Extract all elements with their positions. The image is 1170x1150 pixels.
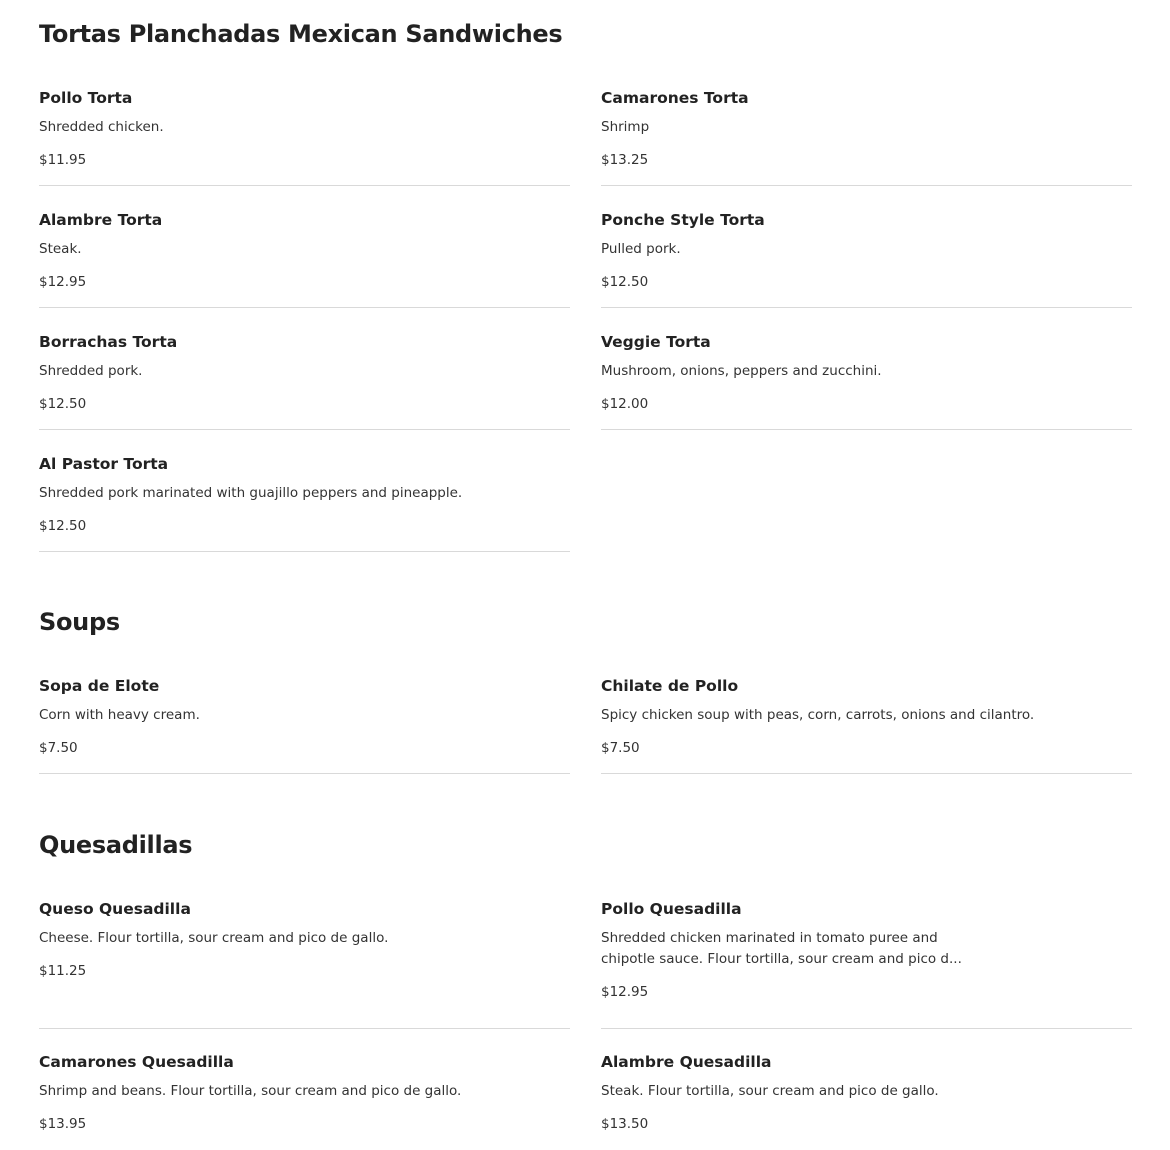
item-price: $13.50 xyxy=(601,1116,649,1132)
menu-item-queso-quesadilla[interactable] xyxy=(39,900,570,1029)
menu-item-pollo-quesadilla[interactable] xyxy=(601,900,1132,1029)
item-price: $12.50 xyxy=(39,518,87,534)
item-price: $11.95 xyxy=(39,152,87,168)
item-name[interactable]: Ponche Style Torta xyxy=(601,211,765,229)
menu-item-chilate-de-pollo[interactable] xyxy=(601,677,1132,774)
section-title: Quesadillas xyxy=(39,831,193,859)
item-description: Shredded pork. xyxy=(39,363,143,379)
item-name[interactable]: Borrachas Torta xyxy=(39,333,178,351)
item-name[interactable]: Sopa de Elote xyxy=(39,677,160,695)
item-description: Mushroom, onions, peppers and zucchini. xyxy=(601,363,882,379)
item-price: $7.50 xyxy=(39,740,78,756)
item-name[interactable]: Pollo Torta xyxy=(39,89,133,107)
item-name[interactable]: Al Pastor Torta xyxy=(39,455,169,473)
item-description: Shredded chicken. xyxy=(39,119,164,135)
item-price: $12.95 xyxy=(601,984,649,1000)
menu-item-alambre-torta[interactable] xyxy=(39,211,570,308)
item-price: $13.95 xyxy=(39,1116,87,1132)
item-price: $12.50 xyxy=(601,274,649,290)
section-title: Soups xyxy=(39,608,120,636)
item-price: $12.95 xyxy=(39,274,87,290)
menu-item-ponche-style-torta[interactable] xyxy=(601,211,1132,308)
item-price: $12.00 xyxy=(601,396,649,412)
item-name[interactable]: Queso Quesadilla xyxy=(39,900,191,918)
item-description: Shredded pork marinated with guajillo peppers and pineapple. xyxy=(39,485,463,501)
item-description: Shrimp and beans. Flour tortilla, sour cream and pico de gallo. xyxy=(39,1083,462,1099)
item-price: $13.25 xyxy=(601,152,649,168)
item-description: Cheese. Flour tortilla, sour cream and pico de gallo. xyxy=(39,930,389,946)
item-name[interactable]: Alambre Torta xyxy=(39,211,163,229)
item-price: $7.50 xyxy=(601,740,640,756)
item-description: Spicy chicken soup with peas, corn, carrots, onions and cilantro. xyxy=(601,707,1035,723)
menu-item-sopa-de-elote[interactable] xyxy=(39,677,570,774)
item-description: Shredded chicken marinated in tomato puree and chipotle sauce. Flour tortilla, sour cream and pico d... xyxy=(601,930,962,967)
item-price: $12.50 xyxy=(39,396,87,412)
menu-section-quesadillas xyxy=(39,831,1131,1143)
item-name[interactable]: Chilate de Pollo xyxy=(601,677,739,695)
item-description: Shrimp xyxy=(601,119,650,135)
item-description: Steak. xyxy=(39,241,82,257)
item-name[interactable]: Camarones Torta xyxy=(601,89,749,107)
menu-item-camarones-quesadilla[interactable] xyxy=(39,1053,570,1150)
item-description: Steak. Flour tortilla, sour cream and pico de gallo. xyxy=(601,1083,939,1099)
menu-section-soups xyxy=(39,608,1131,778)
item-description: Corn with heavy cream. xyxy=(39,707,200,723)
menu-item-veggie-torta[interactable] xyxy=(601,333,1132,430)
menu-item-al-pastor-torta[interactable] xyxy=(39,455,570,552)
item-price: $11.25 xyxy=(39,963,87,979)
section-title: Tortas Planchadas Mexican Sandwiches xyxy=(39,20,563,48)
menu-item-camarones-torta[interactable] xyxy=(601,89,1132,186)
menu-section-tortas xyxy=(39,20,1131,555)
item-name[interactable]: Camarones Quesadilla xyxy=(39,1053,234,1071)
item-description: Pulled pork. xyxy=(601,241,681,257)
menu-item-alambre-quesadilla[interactable] xyxy=(601,1053,1132,1150)
item-name[interactable]: Alambre Quesadilla xyxy=(601,1053,772,1071)
menu-item-pollo-torta[interactable] xyxy=(39,89,570,186)
menu-item-borrachas-torta[interactable] xyxy=(39,333,570,430)
item-name[interactable]: Veggie Torta xyxy=(601,333,711,351)
item-name[interactable]: Pollo Quesadilla xyxy=(601,900,742,918)
